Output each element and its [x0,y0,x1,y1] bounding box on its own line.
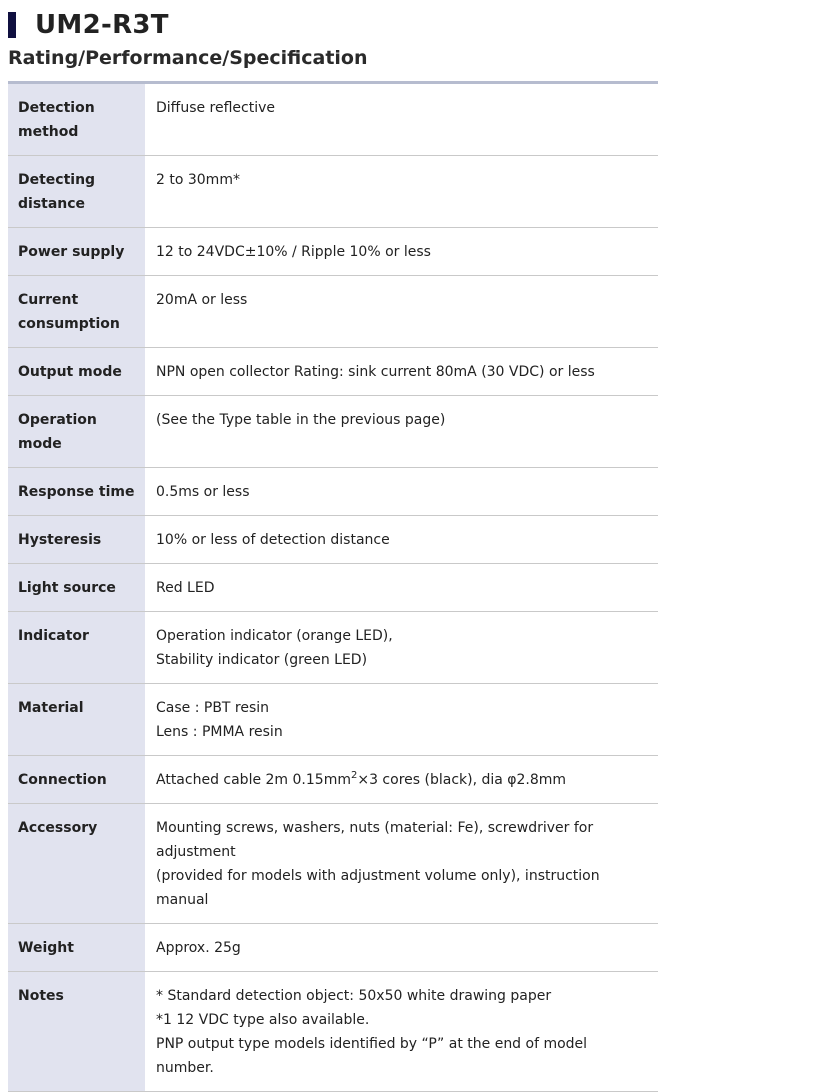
spec-value [145,924,658,971]
spec-value-line: 2 to 30mm* [156,172,240,188]
spec-label: Hysteresis [8,516,145,563]
spec-label: Notes [8,972,145,1091]
spec-row [8,156,658,228]
spec-label: Operation mode [8,396,145,467]
spec-row [8,804,658,924]
spec-row [8,612,658,684]
spec-value-line: Diffuse reflective [156,100,276,116]
spec-value-line: Approx. 25g [156,940,241,956]
spec-label: Indicator [8,612,145,683]
spec-value-text: ×3 cores (black), dia φ2.8mm [357,772,567,788]
spec-label: Detection method [8,84,145,155]
spec-label: Material [8,684,145,755]
spec-value [145,156,658,227]
spec-row [8,684,658,756]
spec-label: Detecting distance [8,156,145,227]
spec-value [145,468,658,515]
spec-label: Connection [8,756,145,803]
page-title [8,8,169,42]
spec-value-line: PNP output type models identified by “P” at the end of model number. [156,1036,588,1076]
spec-label: Weight [8,924,145,971]
spec-value-line: Lens : PMMA resin [156,724,283,740]
title-accent-bar [8,12,16,38]
spec-value [145,276,658,347]
spec-value-line: 0.5ms or less [156,484,250,500]
specification-table [8,81,658,1092]
superscript: 2 [350,770,358,781]
spec-row [8,396,658,468]
spec-row [8,468,658,516]
spec-label: Accessory [8,804,145,923]
spec-value [145,84,658,155]
spec-value-line: Operation indicator (orange LED), [156,628,393,644]
spec-label: Output mode [8,348,145,395]
spec-label: Power supply [8,228,145,275]
spec-row [8,972,658,1092]
spec-value-line: *1 12 VDC type also available. [156,1012,370,1028]
spec-value-line: (See the Type table in the previous page) [156,412,446,428]
spec-row [8,924,658,972]
spec-value-line: (provided for models with adjustment volume only), instruction manual [156,868,600,908]
spec-label: Current consumption [8,276,145,347]
spec-row [8,348,658,396]
spec-value [145,348,658,395]
spec-value [145,564,658,611]
section-heading: Rating/Performance/Specification [8,47,368,69]
spec-value-line: 12 to 24VDC±10% / Ripple 10% or less [156,244,431,260]
spec-value [145,516,658,563]
spec-row [8,756,658,804]
spec-value-line: Stability indicator (green LED) [156,652,368,668]
spec-value [145,612,658,683]
spec-value-line: 20mA or less [156,292,248,308]
spec-value [145,684,658,755]
spec-row [8,516,658,564]
spec-value-line: 10% or less of detection distance [156,532,390,548]
spec-row [8,564,658,612]
spec-value-text: Attached cable 2m 0.15mm [156,772,351,788]
spec-value [145,228,658,275]
spec-row [8,276,658,348]
spec-label: Response time [8,468,145,515]
spec-value-line: NPN open collector Rating: sink current 80mA (30 VDC) or less [156,364,595,380]
spec-value-line: * Standard detection object: 50x50 white drawing paper [156,988,552,1004]
spec-row [8,228,658,276]
spec-value [145,396,658,467]
product-model-title: UM2-R3T [35,10,169,40]
spec-row [8,84,658,156]
spec-value-line: Case : PBT resin [156,700,270,716]
spec-value [145,972,658,1091]
spec-label: Light source [8,564,145,611]
spec-value-line: Red LED [156,580,215,596]
spec-value-line: Mounting screws, washers, nuts (material: Fe), screwdriver for adjustment [156,820,594,860]
spec-value [145,756,658,803]
